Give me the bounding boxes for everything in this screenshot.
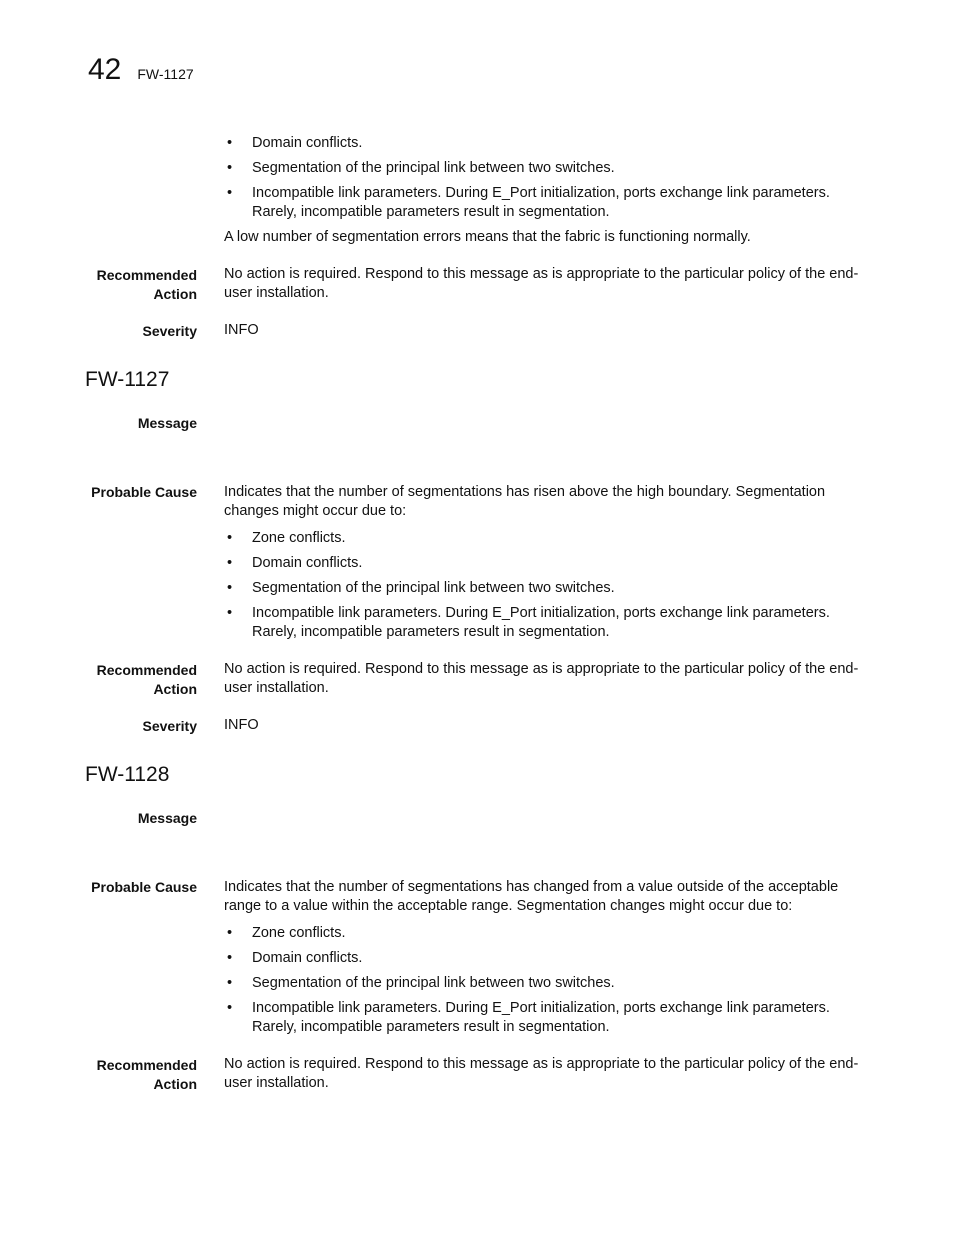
list-item: • Domain conflicts. bbox=[224, 949, 864, 968]
top-recommended-text: No action is required. Respond to this message as is appropriate to the particular policy of the end-user installation. bbox=[224, 266, 859, 301]
fw1127-severity-label: Severity bbox=[142, 718, 197, 734]
fw1128-recommended-text: No action is required. Respond to this message as is appropriate to the particular policy of the end-user installation. bbox=[224, 1056, 859, 1091]
top-severity-label: Severity bbox=[142, 323, 197, 339]
page-header bbox=[88, 52, 194, 88]
fw1127-bullet-list bbox=[224, 529, 864, 648]
section-title-fw1128: FW-1128 bbox=[85, 763, 170, 786]
fw1127-severity-value: INFO bbox=[224, 717, 259, 733]
list-item: • Incompatible link parameters. During E_Port initialization, ports exchange link parameters. Rarely, incompatible parameters result in segmentation. bbox=[224, 604, 864, 642]
list-item: • Zone conflicts. bbox=[224, 924, 864, 943]
top-recommended-label: Recommended Action bbox=[96, 267, 197, 302]
fw1128-bullet-list bbox=[224, 924, 864, 1043]
fw1128-recommended-label: Recommended Action bbox=[96, 1057, 197, 1092]
fw1128-cause-text: Indicates that the number of segmentations has changed from a value outside of the acceptable range to a value within the acceptable range. Segmentation changes might occur due to: bbox=[224, 879, 839, 914]
top-note: A low number of segmentation errors means that the fabric is functioning normally. bbox=[224, 229, 751, 245]
list-item: • Segmentation of the principal link between two switches. bbox=[224, 974, 864, 993]
section-title-fw1127: FW-1127 bbox=[85, 368, 170, 391]
list-item: • Domain conflicts. bbox=[224, 554, 864, 573]
top-severity-value: INFO bbox=[224, 322, 259, 338]
fw1127-cause-label: Probable Cause bbox=[91, 484, 197, 500]
fw1127-cause-text: Indicates that the number of segmentations has risen above the high boundary. Segmentation changes might occur due to: bbox=[224, 484, 826, 519]
list-item: • Domain conflicts. bbox=[224, 134, 864, 153]
fw1127-message-label: Message bbox=[137, 415, 197, 431]
fw1127-recommended-text: No action is required. Respond to this message as is appropriate to the particular policy of the end-user installation. bbox=[224, 661, 859, 696]
running-header-title: FW-1127 bbox=[137, 66, 194, 82]
fw1128-cause-label: Probable Cause bbox=[91, 879, 197, 895]
list-item: • Incompatible link parameters. During E_Port initialization, ports exchange link parameters. Rarely, incompatible parameters result in segmentation. bbox=[224, 999, 864, 1037]
chapter-number: 42 bbox=[88, 53, 122, 86]
fw1127-recommended-label: Recommended Action bbox=[96, 662, 197, 697]
list-item: • Incompatible link parameters. During E_Port initialization, ports exchange link parameters. Rarely, incompatible parameters result in segmentation. bbox=[224, 184, 864, 222]
top-bullet-list bbox=[224, 134, 864, 228]
list-item: • Segmentation of the principal link between two switches. bbox=[224, 159, 864, 178]
list-item: • Segmentation of the principal link between two switches. bbox=[224, 579, 864, 598]
fw1128-message-label: Message bbox=[137, 810, 197, 826]
list-item: • Zone conflicts. bbox=[224, 529, 864, 548]
